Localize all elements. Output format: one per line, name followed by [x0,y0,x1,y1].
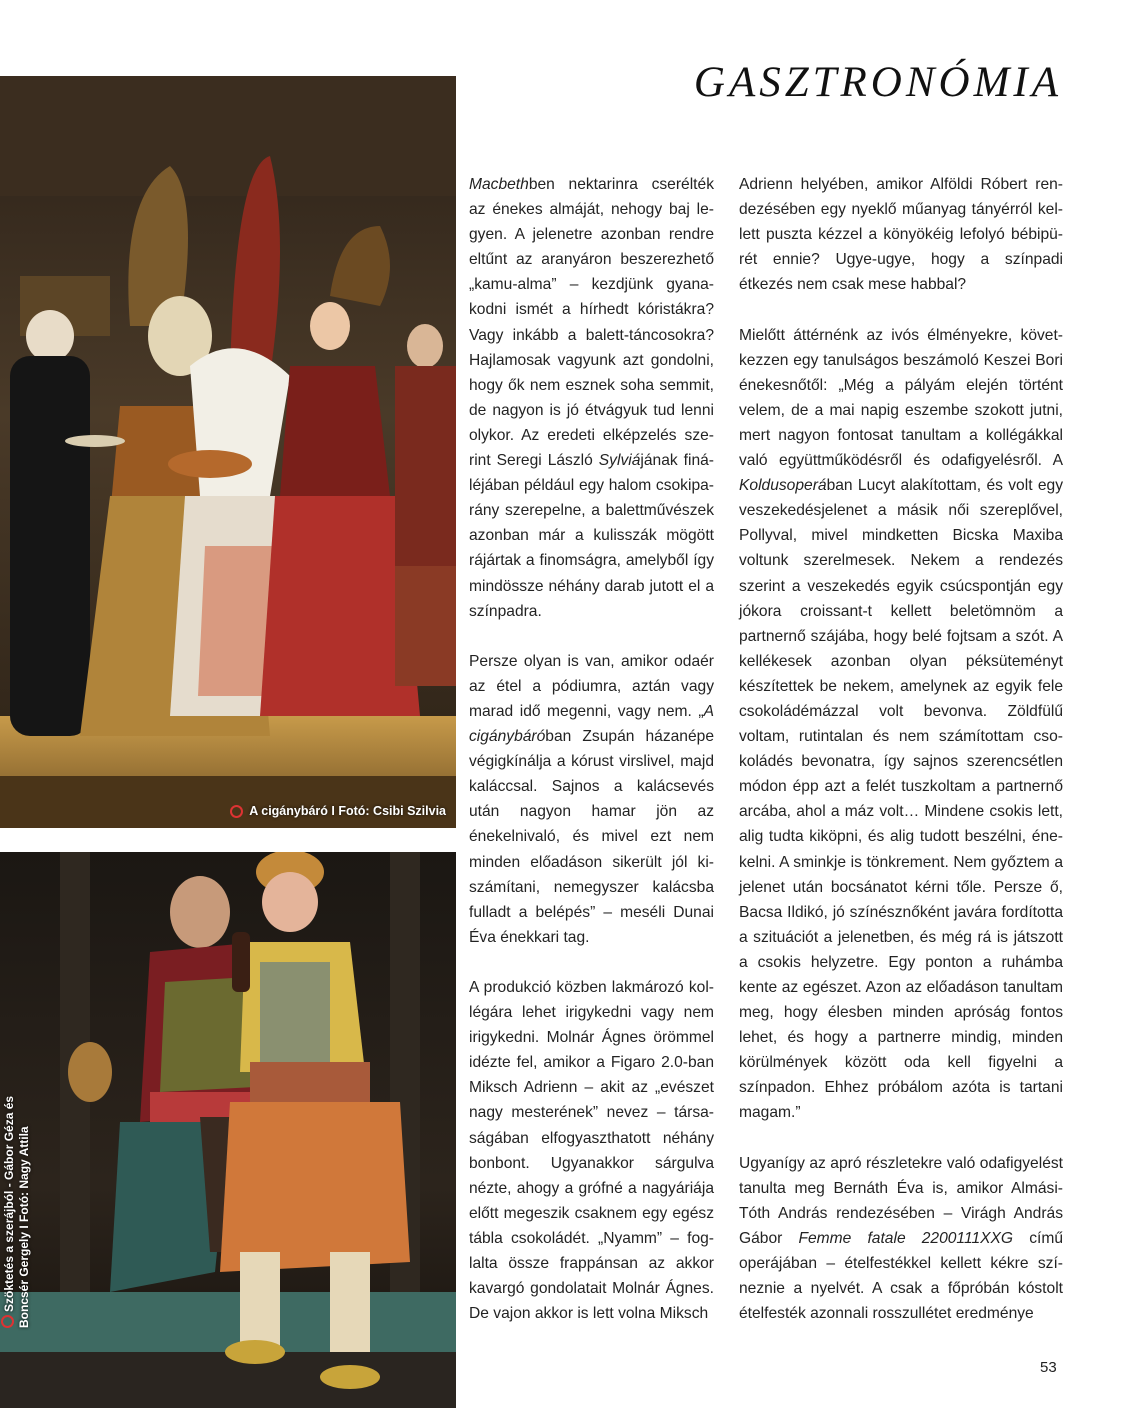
text-column-2 [739,172,1063,1326]
paragraph-text: jának fináléjában például egy halom csokiparány szerepelne, a balettművészek azonban már a kulisszák mögött rájártak a finomságra, amelyből így mindössze néhány darab jutott el a színpadra. [469,452,714,620]
paragraph [739,323,1063,1126]
photo-caption-2 [1,1048,32,1328]
paragraph-text: ban Lucyt alakítottam, és volt egy veszekedésjelenet a másik női szereplővel, Pollyval, mivel mindketten Bicska Maxiba voltunk szerelmesek. Nekem a rendezés szerint a veszekedés egyik csúcspontján egy jókora croissant-t kellett beletömnöm a partnernő szájába, hogy belé fojtsam a szót. A kellékesek azonban olyan péksüteményt készítettek be nekem, amelynek az egyik fele csokoládémázzal volt bevonva. Zöldfülű voltam, rutintalan és nem számítottam csokoládés bevonatra, így sajnos szerencsétlen módon épp azt a felét tuszkoltam a partnernő arcába, ahol a máz volt… Mindene csokis lett, alig tudta kiköpni, és alig tudott beszélni, énekelni. A sminkje is tönkrement. Nem győztem a jelenet után bocsánatot kérni tőle. Persze ő, Bacsa Ildikó, jó színésznőként javára fordította a szituációt a jelenetben, és még rá is játszott a csokis helyzetre. Egy ponton a ruhámba kente az egészet. Azon az előadáson tanultam meg, hogy élesben minden apróság fontos lehet, és hogy a partnerre mindig, minden körülmények között oda kell figyelni a színpadon. Ehhez próbálom azóta is tartani magam.” [739,477,1063,1122]
work-title: Macbeth [469,176,529,193]
photo-caption-2-line1: Szöktetés a szerájból - Gábor Géza és [2,1095,16,1312]
paragraph-text: ben nektarinra cserélték az énekes almáját, nehogy baj legyen. A jelenetre azonban rendre eltűnt az aranyáron beszerezhető „kamu-alma” – kezdjünk gyanakodni ismét a hírhedt kóristákra? Vagy inkább a balett-táncosokra? Hajlamosak vagyunk azt gondolni, hogy ők nem esznek soha semmit, de nagyon is jó étvágyuk tud lenni olykor. Az eredeti elképzelés szerint Seregi László [469,176,714,470]
paragraph [469,649,714,950]
photo-szoktetes [0,852,456,1408]
section-title: GASZTRONÓMIA [693,59,1062,106]
paragraph [739,1151,1063,1327]
paragraph-text: Mielőtt áttérnénk az ivós élményekre, következzen egy tanulságos beszámoló Keszei Bori énekesnőtől: „Még a pályám elején történt velem, de a mai napig eszembe szokott jutni, mert nagyon fontosat tanultam a kollégákkal való együttműködésről és odafigyelésről. A [739,326,1063,470]
paragraph [469,172,714,624]
text-column-1 [469,172,714,1326]
photo-caption-1 [230,804,446,818]
paragraph: Adrienn helyében, amikor Alföldi Róbert rendezésében egy nyeklő műanyag tányérról kellett puszta kézzel a könyökéig lefolyó bébipürét ennie? Ugye-ugye, hogy a színpadi étkezés nem csak mese habbal? [739,176,1063,294]
photo-caption-2-line2: Boncsér Gergely I Fotó: Nagy Attila [17,1126,31,1328]
paragraph-text: ban Zsupán házanépe végigkínálja a kórust virslivel, majd kaláccsal. Sajnos a kalácsevés után nagyon hamar jön az énekelnivaló, és mivel ezt nem minden előadáson sikerült jól kiszámítani, nemegyszer kalácsba fulladt a belépés” – meséli Dunai Éva énekkari tag. [469,728,714,946]
red-ring-icon [1,1315,14,1328]
work-title: Femme fatale 2200111XXG [798,1229,1014,1247]
photo-cigany-baro [0,76,456,828]
stage-photo-2-illustration [0,852,456,1408]
red-ring-icon [230,805,243,818]
page-number: 53 [1040,1359,1057,1376]
work-title: Koldusoperá [739,477,827,495]
stage-photo-1-illustration [0,76,456,828]
work-title: A cigánybáró [469,702,714,746]
photo-caption-1-text: A cigánybáró I Fotó: Csibi Szilvia [249,804,446,818]
paragraph-text: Persze olyan is van, amikor odaér az étel a pódiumra, aztán vagy marad idő megenni, vagy nem. „ [469,652,714,720]
paragraph-text: Ugyanígy az apró részletekre való odafigyelést tanulta meg Bernáth Éva is, amikor Almási-Tóth András rendezésében – Virágh András Gábor [739,1154,1063,1247]
paragraph: A produkció közben lakmározó kollégára lehet irigykedni vagy nem irigykedni. Molnár Ágnes örömmel idézte fel, amikor a Figaro 2.0-ban Miksch Adrienn – akit az „evészet nagy mesterének” nevez – társaságában elfogyaszthatott néhány bonbont. Ugyanakkor sárgulva nézte, ahogy a grófné a nagyáriája előtt megeszik csaknem egy egész tábla csokoládét. „Nyamm” – foglalta össze frappánsan az akkor kavargó gondolatait Molnár Ágnes. De vajon akkor is lett volna Miksch [469,979,714,1323]
paragraph-text: című operájában – ételfestékkel kellett kékre színeznie a nyelvét. A csak a főpróbán kóstolt ételfesték azonnali rosszullétet eredménye [739,1229,1063,1323]
work-title: Sylviá [598,452,641,470]
